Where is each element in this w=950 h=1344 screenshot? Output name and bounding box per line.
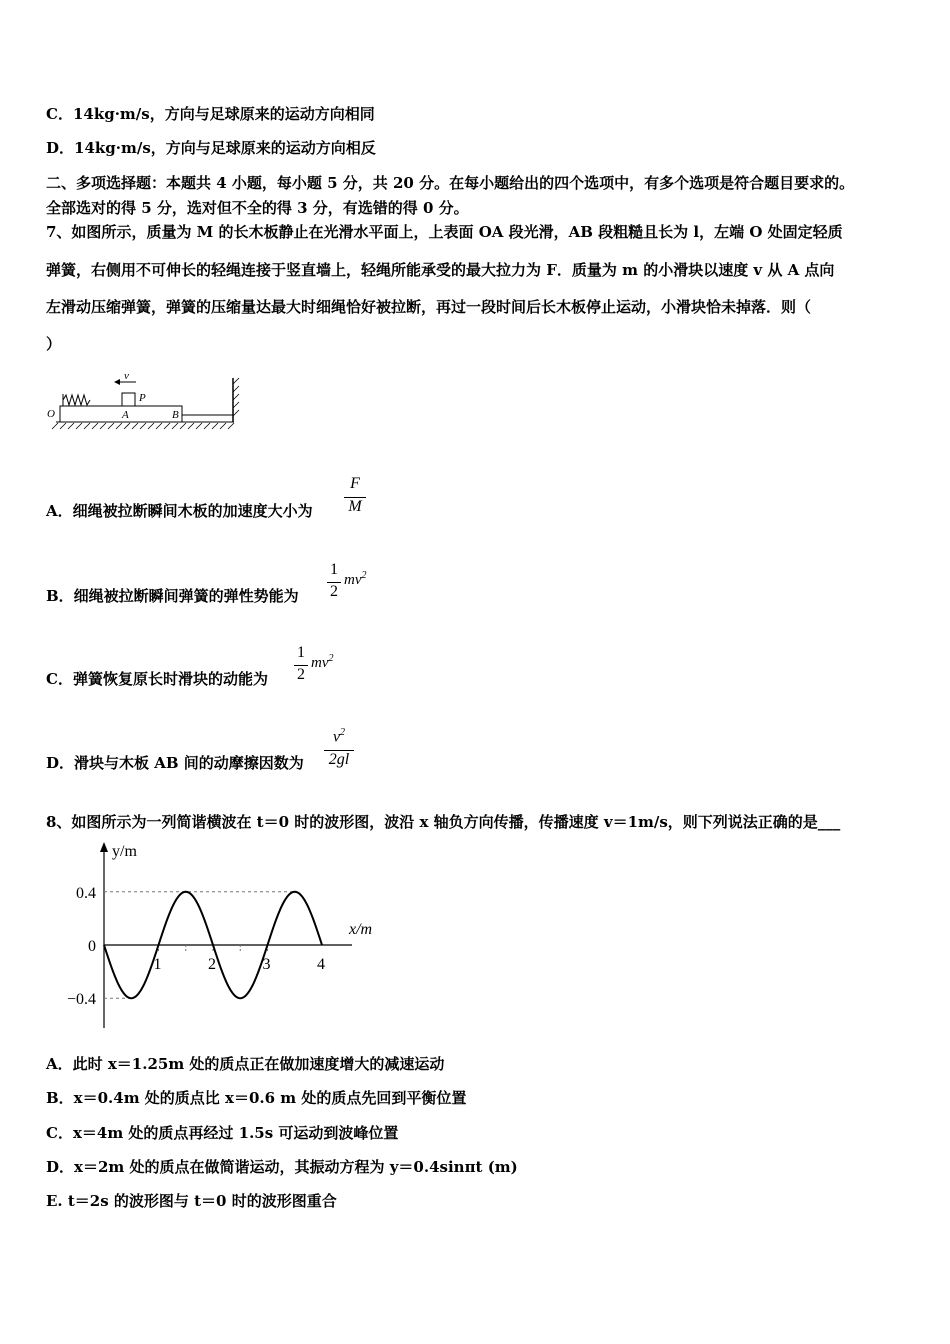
q7-option-d: D．滑块与木板 AB 间的动摩擦因数为 [46,754,304,772]
q7-option-b-mv: mv [344,572,362,588]
fraction-bar [294,665,308,666]
q8-option-c: C．x＝4m 处的质点再经过 1.5s 可运动到波峰位置 [46,1124,399,1142]
q7-option-c-fraction [294,644,308,684]
q7-option-d-sq: 2 [340,727,346,738]
q7-option-a-fraction [344,475,366,516]
fraction-bar [324,750,354,751]
q7-option-c-den: 2 [297,666,305,683]
q7-stem-line3: 左滑动压缩弹簧，弹簧的压缩量达最大时细绳恰好被拉断，再过一段时间后长木板停止运动，小滑块恰未掉落．则（ [46,298,812,316]
slider-block [122,393,135,406]
velocity-arrowhead [114,379,120,385]
q7-stem-line1: 7、如图所示，质量为 M 的长木板静止在光滑水平面上，上表面 OA 段光滑，AB 段粗糙且长为 l，左端 O 处固定轻质 [46,223,843,241]
q7-option-c-expr [311,653,334,672]
q7-option-b-sq: 2 [361,570,367,581]
label-p: P [139,392,146,404]
q7-option-d-num: v [332,728,341,746]
q8-option-d: D．x＝2m 处的质点在做简谐运动，其振动方程为 y＝0.4sinπt (m) [46,1158,518,1176]
x-tick-label: 3 [262,956,271,973]
q7-option-b-num: 1 [330,561,338,578]
q7-option-b-den: 2 [330,583,338,600]
q8-option-a: A．此时 x＝1.25m 处的质点正在做加速度增大的减速运动 [46,1055,445,1073]
fraction-bar [344,497,366,498]
q7-option-c-sq: 2 [328,653,334,664]
q7-option-c-num: 1 [297,644,305,661]
q7-option-b: B．细绳被拉断瞬间弹簧的弹性势能为 [46,587,299,605]
y-axis-arrow [100,842,108,852]
section2-line1: 二、多项选择题：本题共 4 小题，每小题 5 分，共 20 分。在每小题给出的四个选项中，有多个选项是符合题目要求的。 [46,174,855,192]
q7-option-c: C．弹簧恢复原长时滑块的动能为 [46,670,268,688]
q7-option-a: A．细绳被拉断瞬间木板的加速度大小为 [46,502,313,520]
x-tick-label: 4 [317,956,325,973]
y-axis-label: y/m [112,843,137,860]
long-board [60,406,182,422]
y-tick-label: 0 [88,938,96,955]
x-axis-label: x/m [349,921,373,938]
section2-line2: 全部选对的得 5 分，选对但不全的得 3 分，有选错的得 0 分。 [46,199,469,217]
q7-option-d-fraction [324,727,354,769]
q7-stem-line2: 弹簧，右侧用不可伸长的轻绳连接于竖直墙上，轻绳所能承受的最大拉力为 F．质量为 m 的小滑块以速度 v 从 A 点向 [46,261,835,279]
label-o: O [47,408,55,420]
ground-hatch [52,423,234,429]
q7-option-a-num: F [350,475,360,492]
y-tick-label: 0.4 [76,884,96,902]
label-a: A [122,409,129,421]
q7-figure [44,368,244,438]
label-b: B [172,409,179,421]
prev-option-c: C．14kg·m/s，方向与足球原来的运动方向相同 [46,105,375,123]
x-tick-label: 1 [153,956,162,973]
q8-wave-chart [52,838,392,1033]
prev-option-d: D．14kg·m/s，方向与足球原来的运动方向相反 [46,139,376,157]
q8-option-e: E. t＝2s 的波形图与 t＝0 时的波形图重合 [46,1192,337,1210]
q7-option-a-den: M [348,498,362,515]
y-tick-label: −0.4 [66,991,96,1009]
q7-option-b-fraction [327,561,341,601]
q7-option-d-den: 2gl [328,751,350,769]
x-tick-label: 2 [208,956,216,973]
fraction-bar [327,582,341,583]
wall-hatch [233,378,239,416]
spring [63,395,90,405]
q7-option-c-mv: mv [311,655,329,671]
q7-option-b-expr [344,570,367,589]
q8-option-b: B．x＝0.4m 处的质点比 x＝0.6 m 处的质点先回到平衡位置 [46,1089,467,1107]
label-v: v [124,370,129,382]
q8-stem: 8、如图所示为一列简谐横波在 t＝0 时的波形图，波沿 x 轴负方向传播，传播速度 v＝1m/s，则下列说法正确的是___ [46,813,841,831]
q7-stem-line4: ） [46,335,62,353]
